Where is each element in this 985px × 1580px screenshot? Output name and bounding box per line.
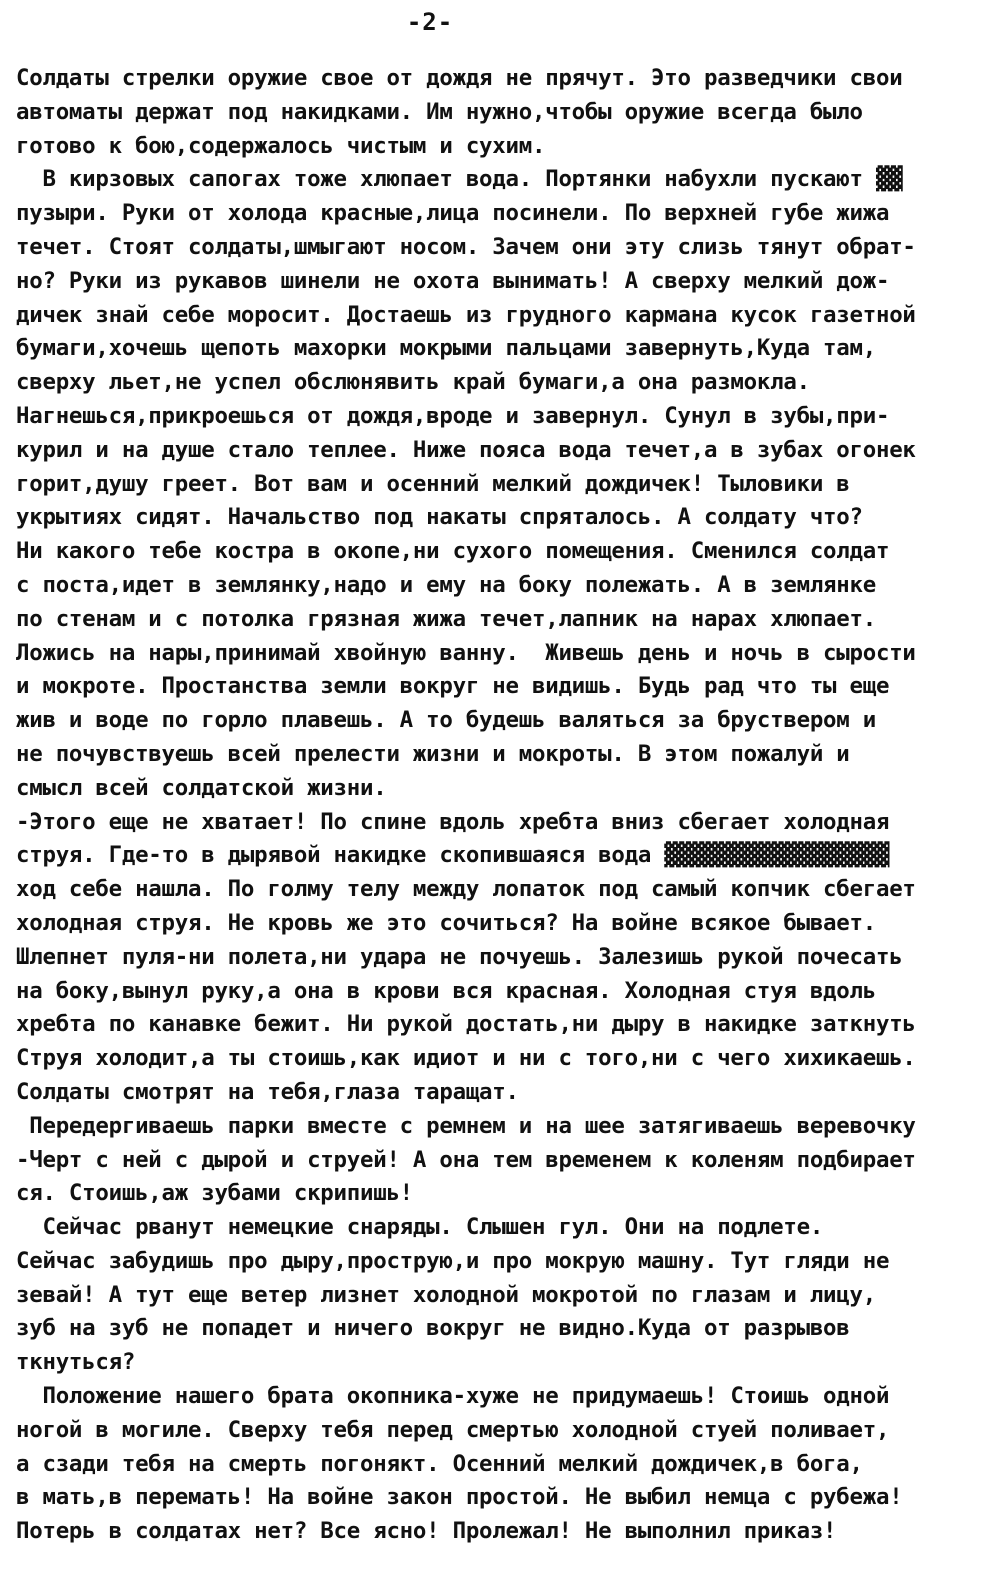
text-line: холодная струя. Не кровь же это сочиться? На войне всякое бывает. — [16, 909, 876, 936]
text-line: ход себе нашла. По голму телу между лопаток под самый копчик сбегает — [16, 876, 916, 903]
text-line: автоматы держат под накидками. Им нужно,чтобы оружие всегда было — [16, 98, 863, 125]
text-line: течет. Стоят солдаты,шмыгают носом. Зачем они эту слизь тянут обрат- — [16, 233, 916, 260]
text-line: зевай! А тут еще ветер лизнет холодной мокротой по глазам и лицу, — [16, 1281, 876, 1308]
text-line: курил и на душе стало теплее. Ниже пояса вода течет,а в зубах огонек — [16, 436, 916, 463]
text-line: на боку,вынул руку,а она в крови вся красная. Холодная стуя вдоль — [16, 977, 876, 1004]
text-line: струя. Где-то в дырявой накидке скопившаяся вода ▓▓▓▓▓▓▓▓▓▓▓▓▓▓▓▓▓ — [16, 842, 890, 869]
text-line: но? Руки из рукавов шинели не охота вынимать! А сверху мелкий дож- — [16, 267, 890, 294]
text-line: дичек знай себе моросит. Достаешь из грудного кармана кусок газетной — [16, 301, 916, 328]
text-line: Шлепнет пуля-ни полета,ни удара не почуешь. Залезишь рукой почесать — [16, 943, 903, 970]
text-line: в мать,в перемать! На войне закон простой. Не выбил немца с рубежа! — [16, 1484, 903, 1511]
text-line: жив и воде по горло плавешь. А то будешь валяться за бруствером и — [16, 707, 876, 734]
text-line: Сейчас рванут немецкие снаряды. Слышен гул. Они на подлете. — [16, 1214, 824, 1241]
text-line: Ложись на нары,принимай хвойную ванну. Живешь день и ночь в сырости — [16, 639, 916, 666]
text-line: ся. Стоишь,аж зубами скрипишь! — [16, 1180, 413, 1207]
text-line: горит,душу греет. Вот вам и осенний мелкий дождичек! Тыловики в — [16, 470, 850, 497]
text-line: сверху льет,не успел обслюнявить край бумаги,а она размокла. — [16, 369, 810, 396]
text-line: -Черт с ней с дырой и струей! А она тем временем к коленям подбирает — [16, 1146, 916, 1173]
text-line: бумаги,хочешь щепоть махорки мокрыми пальцами завернуть,Куда там, — [16, 335, 876, 362]
text-line: ткнуться? — [16, 1349, 136, 1376]
text-line: Потерь в солдатах нет? Все ясно! Пролежал! Не выполнил приказ! — [16, 1518, 837, 1545]
text-line: с поста,идет в землянку,надо и ему на боку полежать. А в землянке — [16, 571, 876, 598]
text-line: готово к бою,содержалось чистым и сухим. — [16, 132, 546, 159]
text-line: не почувствуешь всей прелести жизни и мокроты. В этом пожалуй и — [16, 740, 850, 767]
text-line: и мокроте. Простанства земли вокруг не видишь. Будь рад что ты еще — [16, 673, 890, 700]
text-line: -Этого еще не хватает! По спине вдоль хребта вниз сбегает холодная — [16, 808, 890, 835]
text-line: Нагнешься,прикроешься от дождя,вроде и завернул. Сунул в зубы,при- — [16, 402, 890, 429]
text-line: Солдаты стрелки оружие свое от дождя не прячут. Это разведчики свои — [16, 65, 903, 91]
text-line: а сзади тебя на смерть погонякт. Осенний мелкий дождичек,в бога, — [16, 1450, 863, 1477]
text-line: укрытиях сидят. Начальство под накаты спряталось. А солдату что? — [16, 504, 863, 531]
text-line: Сейчас забудишь про дыру,прострую,и про мокрую машну. Тут гляди не — [16, 1247, 890, 1274]
text-line: ногой в могиле. Сверху тебя перед смертью холодной стуей поливает, — [16, 1416, 890, 1443]
text-line: зуб на зуб не попадет и ничего вокруг не видно.Куда от разрывов — [16, 1315, 850, 1342]
text-line: хребта по канавке бежит. Ни рукой достать,ни дыру в накидке заткнуть — [16, 1011, 916, 1038]
page-number: -2- — [406, 8, 454, 36]
text-line: Струя холодит,а ты стоишь,как идиот и ни с того,ни с чего хихикаешь. — [16, 1045, 916, 1072]
text-line: смысл всей солдатской жизни. — [16, 774, 387, 801]
text-line: пузыри. Руки от холода красные,лица посинели. По верхней губе жижа — [16, 200, 890, 227]
text-line: Ни какого тебе костра в окопе,ни сухого помещения. Сменился солдат — [16, 538, 890, 565]
text-line: Передергиваешь парки вместе с ремнем и на шее затягиваешь веревочку — [16, 1112, 916, 1139]
text-line: В кирзовых сапогах тоже хлюпает вода. Портянки набухли пускают ▓▓ — [16, 166, 903, 193]
text-line: по стенам и с потолка грязная жижа течет,лапник на нарах хлюпает. — [16, 605, 876, 632]
text-line: Солдаты смотрят на тебя,глаза таращат. — [16, 1078, 519, 1105]
page-body-text — [16, 62, 971, 1549]
text-line: Положение нашего брата окопника-хуже не придумаешь! Стоишь одной — [16, 1383, 890, 1410]
